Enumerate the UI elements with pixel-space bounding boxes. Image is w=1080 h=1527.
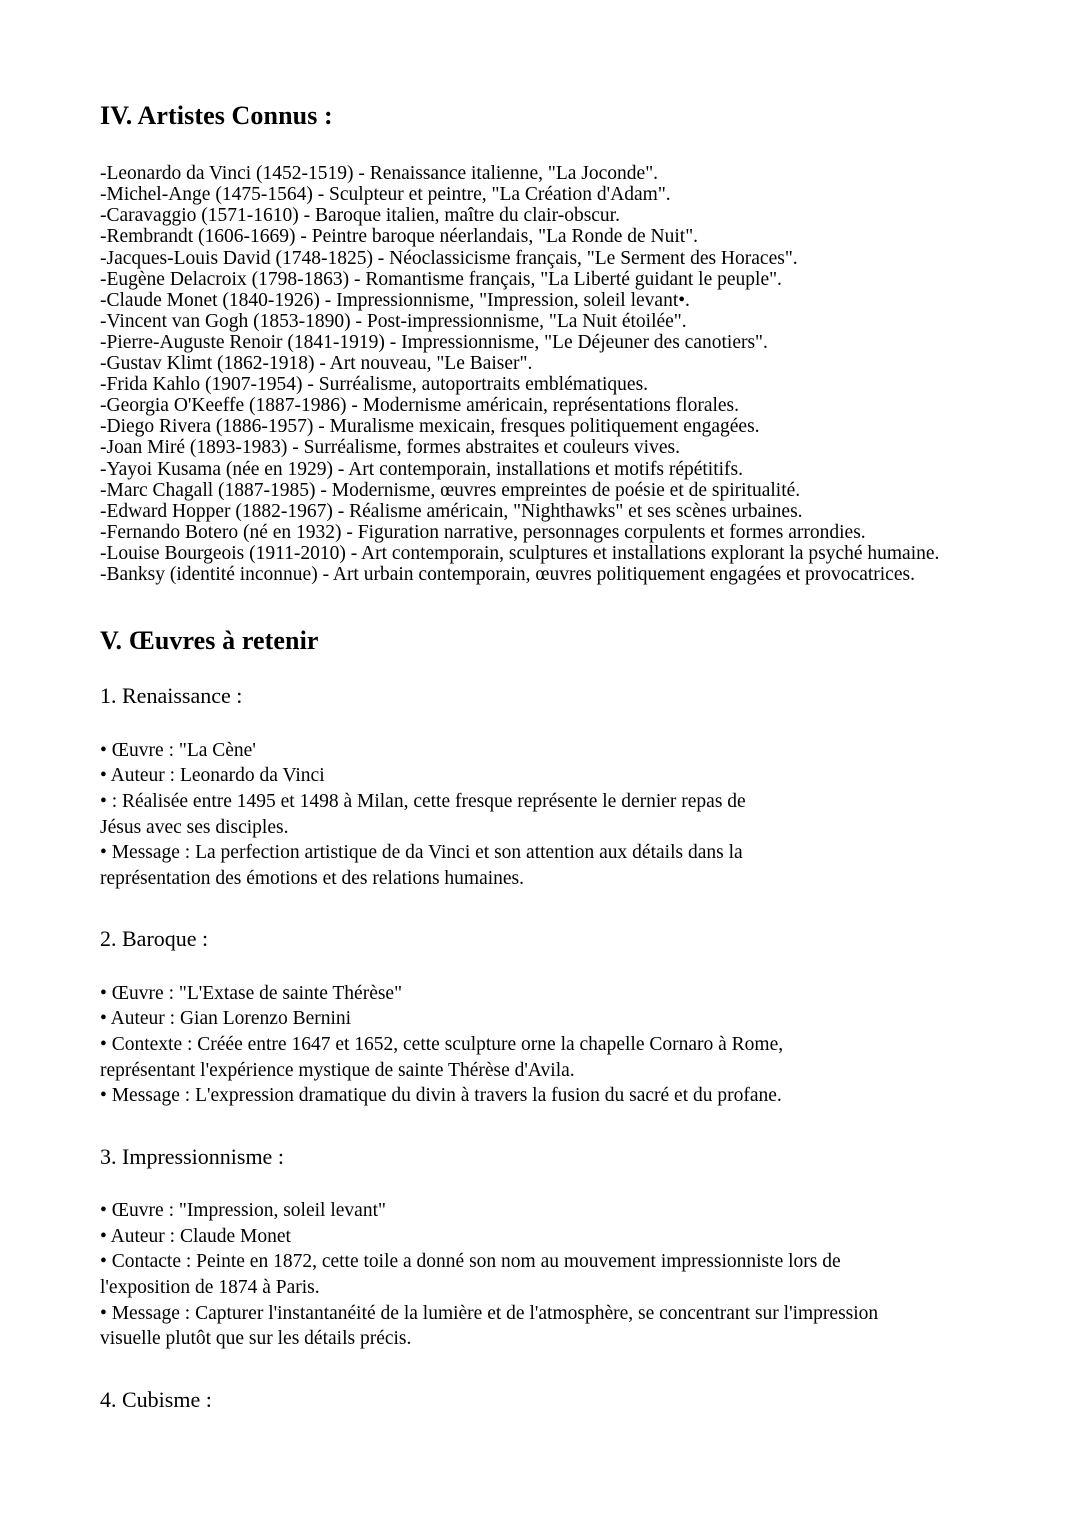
list-item: -Jacques-Louis David (1748-1825) - Néoclassicisme français, "Le Serment des Horaces". [100,247,798,269]
spacer [100,953,976,981]
subsection-baroque [100,891,976,1108]
subsection-cubisme [100,1352,976,1414]
subsection-title: 1. Renaissance : [100,683,243,709]
bullet-line: • Message : Capturer l'instantanéité de la lumière et de l'atmosphère, se concentrant sur l'impression [100,1302,879,1324]
spacer [100,891,976,925]
list-item: -Eugène Delacroix (1798-1863) - Romantisme français, "La Liberté guidant le peuple". [100,268,782,290]
bullet-line-cont: l'exposition de 1874 à Paris. [100,1277,320,1299]
spacer [100,710,976,738]
bullet-line: • Auteur : Claude Monet [100,1225,291,1247]
bullet-line: • Œuvre : "Impression, soleil levant" [100,1200,386,1222]
subsection-body [100,738,976,892]
list-item: -Frida Kahlo (1907-1954) - Surréalisme, autoportraits emblématiques. [100,374,649,396]
bullet-line: • : Réalisée entre 1495 et 1498 à Milan, cette fresque représente le dernier repas de [100,790,746,812]
bullet-line-cont: représentation des émotions et des relations humaines. [100,867,525,889]
list-item: -Banksy (identité inconnue) - Art urbain contemporain, œuvres politiquement engagées et provocatrices. [100,563,915,585]
subsection-title: 2. Baroque : [100,926,209,952]
spacer [100,1170,976,1198]
list-item: -Claude Monet (1840-1926) - Impressionnisme, "Impression, soleil levant•. [100,289,690,311]
list-item: -Fernando Botero (né en 1932) - Figuration narrative, personnages corpulents et formes arrondies. [100,521,866,543]
section-heading-five: V. Œuvres à retenir [100,626,319,656]
spacer [100,1109,976,1143]
list-item: -Vincent van Gogh (1853-1890) - Post-impressionnisme, "La Nuit étoilée". [100,310,687,332]
list-item: -Edward Hopper (1882-1967) - Réalisme américain, "Nighthawks" et ses scènes urbaines. [100,500,803,522]
subsection-title: 4. Cubisme : [100,1386,212,1412]
subsection-impressionnisme [100,1109,976,1352]
bullet-line: • Auteur : Leonardo da Vinci [100,765,325,787]
bullet-line: • Contacte : Peinte en 1872, cette toile a donné son nom au mouvement impressionniste lors de [100,1251,841,1273]
list-item: -Caravaggio (1571-1610) - Baroque italien, maître du clair-obscur. [100,205,620,227]
list-item: -Leonardo da Vinci (1452-1519) - Renaissance italienne, "La Joconde". [100,163,659,185]
bullet-line-cont: Jésus avec ses disciples. [100,816,289,838]
spacer [100,660,976,682]
list-item: -Marc Chagall (1887-1985) - Modernisme, œuvres empreintes de poésie et de spiritualité. [100,479,801,501]
list-item: -Gustav Klimt (1862-1918) - Art nouveau, "Le Baiser". [100,353,533,375]
spacer [100,1352,976,1386]
subsection-renaissance [100,660,976,891]
list-item: -Pierre-Auguste Renoir (1841-1919) - Impressionnisme, "Le Déjeuner des canotiers". [100,331,768,353]
list-item: -Louise Bourgeois (1911-2010) - Art contemporain, sculptures et installations explorant la psyché humaine. [100,542,940,564]
list-item: -Rembrandt (1606-1669) - Peintre baroque néerlandais, "La Ronde de Nuit". [100,226,699,248]
section-heading-four: IV. Artistes Connus : [100,101,333,130]
list-item: -Georgia O'Keeffe (1887-1986) - Modernisme américain, représentations florales. [100,395,740,417]
list-item: -Michel-Ange (1475-1564) - Sculpteur et peintre, "La Création d'Adam". [100,184,671,206]
bullet-line: • Contexte : Créée entre 1647 et 1652, cette sculpture orne la chapelle Cornaro à Rome, [100,1034,784,1055]
list-item: -Joan Miré (1893-1983) - Surréalisme, formes abstraites et couleurs vives. [100,437,680,459]
bullet-line: • Œuvre : "L'Extase de sainte Thérèse" [100,982,403,1004]
subsection-title: 3. Impressionnisme : [100,1143,284,1169]
bullet-line-cont: visuelle plutôt que sur les détails précis. [100,1328,412,1350]
bullet-line: • Œuvre : "La Cène' [100,739,256,761]
subsection-body [100,1198,976,1352]
list-item: -Yayoi Kusama (née en 1929) - Art contemporain, installations et motifs répétitifs. [100,458,744,480]
list-item: -Diego Rivera (1886-1957) - Muralisme mexicain, fresques politiquement engagées. [100,416,760,438]
bullet-line: • Message : La perfection artistique de da Vinci et son attention aux détails dans la [100,842,743,864]
bullet-line: • Auteur : Gian Lorenzo Bernini [100,1008,352,1030]
bullet-line: • Message : L'expression dramatique du divin à travers la fusion du sacré et du profane. [100,1085,782,1107]
subsection-body [100,981,976,1109]
bullet-line-cont: représentant l'expérience mystique de sainte Thérèse d'Avila. [100,1059,575,1081]
artists-list [100,163,976,585]
